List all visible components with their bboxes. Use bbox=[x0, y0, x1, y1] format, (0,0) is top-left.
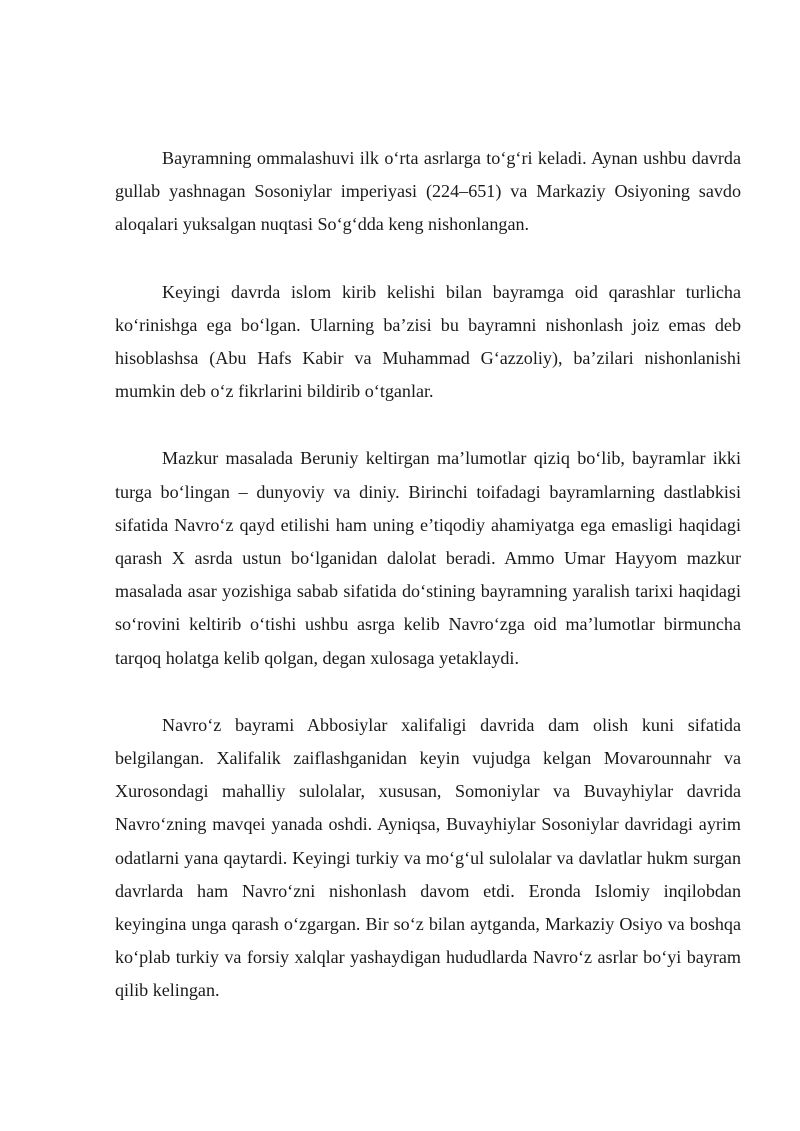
paragraph: Keyingi davrda islom kirib kelishi bilan bayramga oid qarashlar turlicha ko‘rinishga ega bo‘lgan. Ularning ba’zisi bu bayramni nishonlash joiz emas deb hisoblashsa (Abu Hafs Kabir va Muhammad G‘azzoliy), ba’zilari nishonlanishi mumkin deb o‘z fikrlarini bildirib o‘tganlar. bbox=[115, 281, 741, 402]
paragraph: Mazkur masalada Beruniy keltirgan ma’lumotlar qiziq bo‘lib, bayramlar ikki turga bo‘lingan – dunyoviy va diniy. Birinchi toifadagi bayramlarning dastlabkisi sifatida Navro‘z qayd etilishi ham uning e’tiqodiy ahamiyatga ega emasligi haqidagi qarash X asrda ustun bo‘lganidan dalolat beradi. Ammo Umar Hayyom mazkur masalada asar yozishiga sabab sifatida do‘stining bayramning yaralish tarixi haqidagi so‘rovini keltirib o‘tishi ushbu asrga kelib Navro‘zga oid ma’lumotlar birmuncha tarqoq holatga kelib qolgan, degan xulosaga yetaklaydi. bbox=[115, 448, 741, 668]
paragraph: Bayramning ommalashuvi ilk o‘rta asrlarga to‘g‘ri keladi. Aynan ushbu davrda gullab yashnagan Sosoniylar imperiyasi (224–651) va Markaziy Osiyoning savdo aloqalari yuksalgan nuqtasi So‘g‘dda keng nishonlangan. bbox=[115, 148, 741, 235]
document-body bbox=[115, 142, 741, 1008]
paragraph: Navro‘z bayrami Abbosiylar xalifaligi davrida dam olish kuni sifatida belgilangan. Xalifalik zaiflashganidan keyin vujudga kelgan Movarounnahr va Xurosondagi mahalliy sulolalar, xususan, Somoniylar va Buvayhiylar davrida Navro‘zning mavqei yanada oshdi. Ayniqsa, Buvayhiylar Sosoniylar davridagi ayrim odatlarni yana qaytardi. Keyingi turkiy va mo‘g‘ul sulolalar va davlatlar hukm surgan davrlarda ham Navro‘zni nishonlash davom etdi. Eronda Islomiy inqilobdan keyingina unga qarash o‘zgargan. Bir so‘z bilan aytganda, Markaziy Osiyo va boshqa ko‘plab turkiy va forsiy xalqlar yashaydigan hududlarda Navro‘z asrlar bo‘yi bayram qilib kelingan. bbox=[115, 714, 741, 1001]
